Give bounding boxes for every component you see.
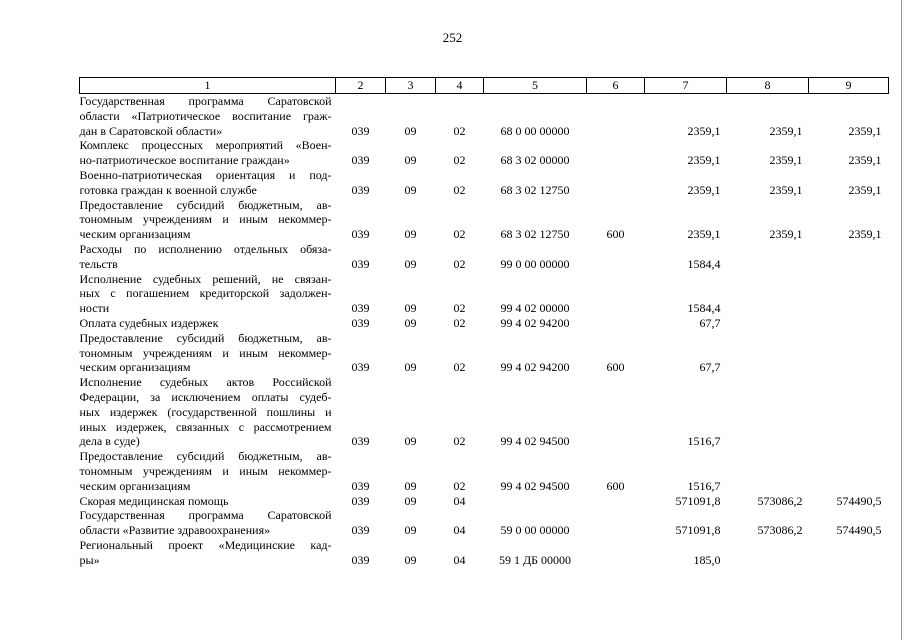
column-header: 1	[80, 78, 336, 94]
amount-year3-cell: 2359,1	[848, 227, 882, 242]
subsection-code-cell: 04	[453, 493, 466, 508]
amount-year2-cell	[727, 272, 809, 316]
subsection-code-cell: 02	[453, 256, 466, 271]
expense-name-line: тономным учреждениям и иным некоммер-	[79, 212, 332, 227]
expense-name-line: Расходы по исполнению отдельных обяза-	[79, 241, 332, 256]
expense-name-cell	[80, 331, 336, 375]
ministry-code-cell: 039	[351, 552, 370, 567]
expense-name-cell	[80, 198, 336, 242]
amount-year2-cell: 2359,1	[769, 182, 803, 197]
expense-name-cell	[80, 449, 336, 493]
amount-year3-cell: 2359,1	[848, 182, 882, 197]
subsection-code-cell: 02	[453, 315, 466, 330]
amount-year3-cell	[809, 316, 889, 331]
amount-year3-cell: 2359,1	[848, 153, 882, 168]
amount-year2-cell	[727, 331, 809, 375]
amount-year1-cell: 2359,1	[687, 153, 721, 168]
target-article-cell: 68 3 02 12750	[500, 227, 570, 242]
target-article-cell: 68 0 00 00000	[500, 123, 570, 138]
amount-year2-cell: 2359,1	[769, 153, 803, 168]
expense-type-cell	[587, 316, 645, 331]
table-row	[80, 138, 889, 168]
amount-year3-cell: 574490,5	[836, 493, 882, 508]
target-article-cell: 99 4 02 94200	[500, 315, 570, 330]
amount-year1-cell: 1584,4	[687, 256, 721, 271]
section-code-cell: 09	[404, 301, 417, 316]
expense-name-line: Скорая медицинская помощь	[79, 493, 229, 508]
table-row	[80, 168, 889, 198]
amount-year1-cell: 185,0	[693, 552, 721, 567]
ministry-code-cell: 039	[351, 434, 370, 449]
amount-year2-cell: 573086,2	[757, 523, 803, 538]
table-row	[80, 198, 889, 242]
expense-name-line: ности	[79, 301, 110, 316]
expense-name-line: но-патриотическое воспитание граждан»	[79, 153, 290, 168]
amount-year2-cell: 2359,1	[769, 227, 803, 242]
expense-type-cell	[587, 538, 645, 568]
column-number-header-row	[80, 78, 889, 94]
ministry-code-cell: 039	[351, 256, 370, 271]
amount-year3-cell	[809, 331, 889, 375]
expense-name-line: Региональный проект «Медицинские кад-	[79, 537, 332, 552]
subsection-code-cell: 04	[453, 552, 466, 567]
amount-year3-cell: 574490,5	[836, 523, 882, 538]
expense-name-line: дан в Саратовской области»	[79, 123, 223, 138]
expense-name-line: Федерации, за исключением оплаты судеб-	[79, 389, 332, 404]
column-header: 3	[386, 78, 436, 94]
target-article-cell: 99 4 02 94500	[500, 434, 570, 449]
expense-name-line: Исполнение судебных решений, не связан-	[79, 271, 332, 286]
subsection-code-cell: 02	[453, 434, 466, 449]
expense-name-line: Государственная программа Саратовской	[79, 508, 332, 523]
subsection-code-cell: 02	[453, 478, 466, 493]
expense-type-cell	[587, 272, 645, 316]
amount-year2-cell	[727, 316, 809, 331]
table-row	[80, 375, 889, 449]
ministry-code-cell: 039	[351, 123, 370, 138]
ministry-code-cell: 039	[351, 493, 370, 508]
table-row	[80, 449, 889, 493]
column-header: 8	[727, 78, 809, 94]
expense-name-cell	[80, 538, 336, 568]
expense-name-line: Предоставление субсидий бюджетным, ав-	[79, 449, 332, 464]
column-header: 5	[484, 78, 587, 94]
section-code-cell: 09	[404, 256, 417, 271]
amount-year1-cell: 1516,7	[687, 434, 721, 449]
amount-year2-cell	[727, 375, 809, 449]
expense-type-cell	[587, 242, 645, 272]
expense-name-line: области «Развитие здравоохранения»	[79, 523, 271, 538]
expense-name-cell	[80, 272, 336, 316]
expense-name-line: Государственная программа Саратовской	[79, 94, 332, 108]
ministry-code-cell: 039	[351, 227, 370, 242]
amount-year3-cell	[809, 242, 889, 272]
amount-year3-cell	[809, 272, 889, 316]
amount-year1-cell: 1584,4	[687, 301, 721, 316]
subsection-code-cell: 02	[453, 301, 466, 316]
expense-name-cell	[80, 138, 336, 168]
page-edge-line	[901, 0, 902, 640]
expense-type-cell	[587, 508, 645, 538]
amount-year1-cell: 67,7	[699, 315, 721, 330]
expense-name-line: ческим организациям	[79, 227, 191, 242]
table-row	[80, 331, 889, 375]
column-header: 9	[809, 78, 889, 94]
amount-year1-cell: 2359,1	[687, 182, 721, 197]
amount-year1-cell: 571091,8	[675, 493, 721, 508]
amount-year2-cell	[727, 538, 809, 568]
expense-type-cell	[587, 168, 645, 198]
amount-year1-cell: 571091,8	[675, 523, 721, 538]
expense-name-line: тономным учреждениям и иным некоммер-	[79, 345, 332, 360]
expense-name-line: иных издержек, связанных с рассмотрением	[79, 419, 332, 434]
section-code-cell: 09	[404, 478, 417, 493]
expense-name-cell	[80, 508, 336, 538]
expense-name-cell	[80, 316, 336, 331]
subsection-code-cell: 02	[453, 123, 466, 138]
expense-type-cell	[587, 94, 645, 139]
table-row	[80, 494, 889, 509]
ministry-code-cell: 039	[351, 153, 370, 168]
table-body	[80, 94, 889, 568]
expense-name-line: тельств	[79, 256, 118, 271]
table-row	[80, 316, 889, 331]
expense-type-cell: 600	[606, 360, 625, 375]
section-code-cell: 09	[404, 523, 417, 538]
budget-table	[79, 77, 889, 568]
column-header: 2	[336, 78, 386, 94]
amount-year2-cell: 573086,2	[757, 493, 803, 508]
expense-name-cell	[80, 94, 336, 139]
subsection-code-cell: 04	[453, 523, 466, 538]
amount-year3-cell	[809, 538, 889, 568]
amount-year3-cell	[809, 375, 889, 449]
ministry-code-cell: 039	[351, 478, 370, 493]
amount-year1-cell: 67,7	[699, 360, 721, 375]
subsection-code-cell: 02	[453, 182, 466, 197]
expense-name-line: Комплекс процессных мероприятий «Воен-	[79, 138, 332, 153]
target-article-cell: 59 0 00 00000	[500, 523, 570, 538]
expense-type-cell	[587, 138, 645, 168]
section-code-cell: 09	[404, 493, 417, 508]
table-row	[80, 272, 889, 316]
amount-year1-cell: 1516,7	[687, 478, 721, 493]
table-row	[80, 94, 889, 139]
amount-year3-cell: 2359,1	[848, 123, 882, 138]
section-code-cell: 09	[404, 434, 417, 449]
expense-name-line: готовка граждан к военной службе	[79, 182, 257, 197]
expense-name-line: ческим организациям	[79, 360, 191, 375]
section-code-cell: 09	[404, 227, 417, 242]
amount-year2-cell	[727, 449, 809, 493]
expense-type-cell	[587, 375, 645, 449]
expense-name-line: ных с погашением кредиторской задолжен-	[79, 286, 332, 301]
expense-name-line: Оплата судебных издержек	[79, 315, 219, 330]
table-row	[80, 508, 889, 538]
target-article-cell: 99 4 02 00000	[500, 301, 570, 316]
section-code-cell: 09	[404, 315, 417, 330]
table-row	[80, 538, 889, 568]
target-article-cell	[484, 494, 587, 509]
expense-name-cell	[80, 375, 336, 449]
subsection-code-cell: 02	[453, 360, 466, 375]
ministry-code-cell: 039	[351, 315, 370, 330]
subsection-code-cell: 02	[453, 153, 466, 168]
ministry-code-cell: 039	[351, 182, 370, 197]
expense-name-cell	[80, 242, 336, 272]
section-code-cell: 09	[404, 552, 417, 567]
expense-type-cell	[587, 494, 645, 509]
expense-name-line: ных издержек (государственной пошлины и	[79, 404, 332, 419]
expense-name-line: области «Патриотическое воспитание граж-	[79, 108, 332, 123]
expense-name-line: тономным учреждениям и иным некоммер-	[79, 463, 332, 478]
expense-name-cell	[80, 494, 336, 509]
target-article-cell: 68 3 02 12750	[500, 182, 570, 197]
expense-name-cell	[80, 168, 336, 198]
column-header: 6	[587, 78, 645, 94]
amount-year1-cell: 2359,1	[687, 227, 721, 242]
target-article-cell: 68 3 02 00000	[500, 153, 570, 168]
expense-name-line: Предоставление субсидий бюджетным, ав-	[79, 197, 332, 212]
expense-name-line: Предоставление субсидий бюджетным, ав-	[79, 330, 332, 345]
table-row	[80, 242, 889, 272]
page-number: 252	[442, 30, 463, 45]
target-article-cell: 99 0 00 00000	[500, 256, 570, 271]
subsection-code-cell: 02	[453, 227, 466, 242]
expense-type-cell: 600	[606, 227, 625, 242]
section-code-cell: 09	[404, 360, 417, 375]
target-article-cell: 99 4 02 94200	[500, 360, 570, 375]
target-article-cell: 99 4 02 94500	[500, 478, 570, 493]
ministry-code-cell: 039	[351, 523, 370, 538]
expense-name-line: ры»	[79, 552, 100, 567]
target-article-cell: 59 1 ДБ 00000	[498, 552, 572, 567]
expense-name-line: дела в суде)	[79, 434, 140, 449]
section-code-cell: 09	[404, 153, 417, 168]
expense-name-line: Исполнение судебных актов Российской	[79, 375, 332, 390]
ministry-code-cell: 039	[351, 301, 370, 316]
expense-name-line: ческим организациям	[79, 478, 191, 493]
expense-type-cell: 600	[606, 478, 625, 493]
amount-year3-cell	[809, 449, 889, 493]
expense-name-line: Военно-патриотическая ориентация и под-	[79, 167, 332, 182]
amount-year2-cell	[727, 242, 809, 272]
section-code-cell: 09	[404, 182, 417, 197]
amount-year1-cell: 2359,1	[687, 123, 721, 138]
ministry-code-cell: 039	[351, 360, 370, 375]
section-code-cell: 09	[404, 123, 417, 138]
amount-year2-cell: 2359,1	[769, 123, 803, 138]
column-header: 4	[436, 78, 484, 94]
column-header: 7	[645, 78, 727, 94]
